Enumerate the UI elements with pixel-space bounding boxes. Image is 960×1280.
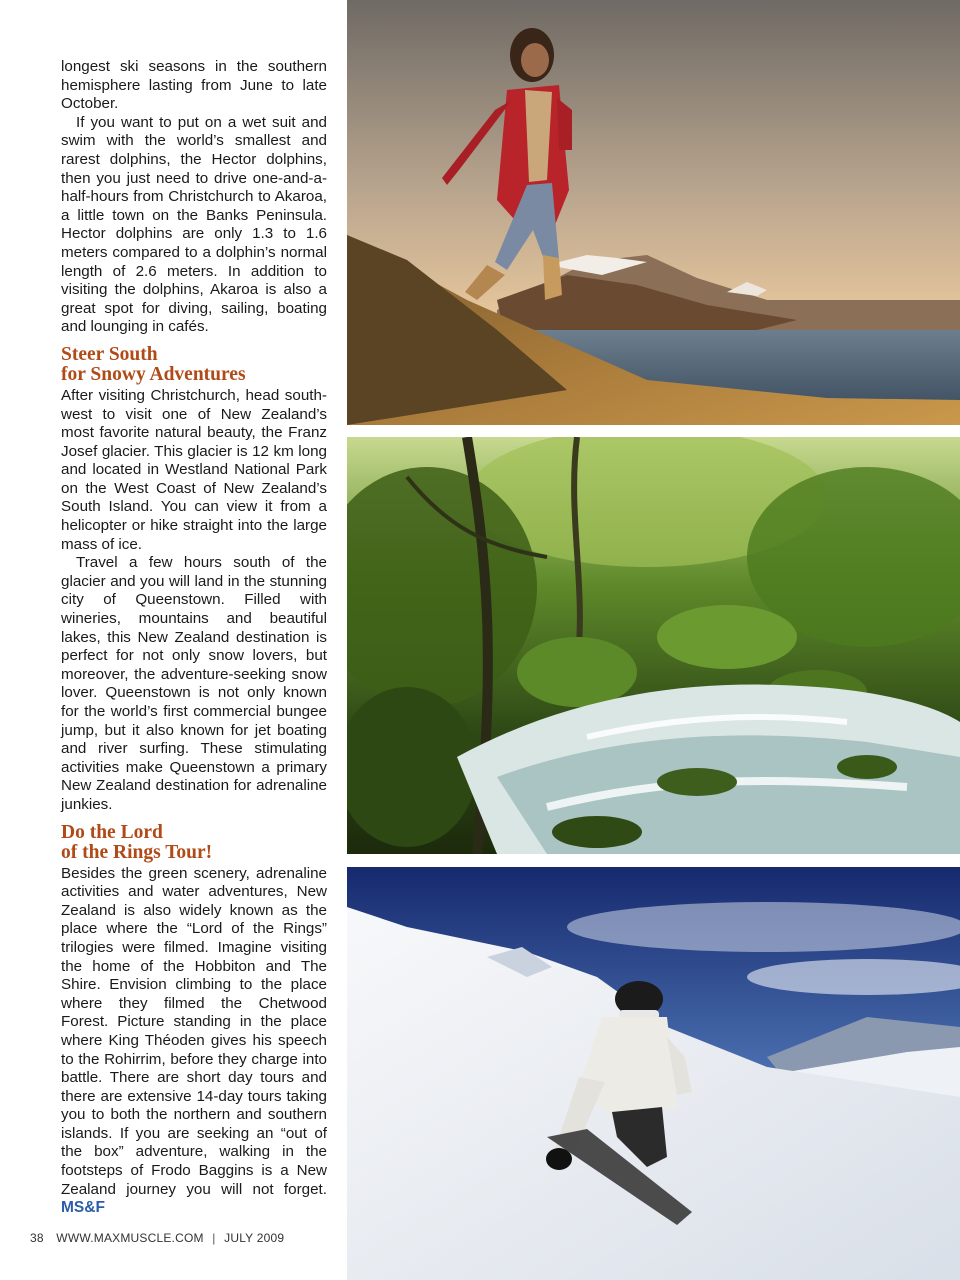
paragraph-lotr-text: Besides the green scenery, adrenaline activities and water adventures, New Zealand is also widely known as the place where the “Lord of the Rings” trilogies were filmed. Imagine visiting the home of the Hobbiton and The Shire. Envision climbing to the place where they filmed the Chetwood Forest. Picture standing in the place where King Théoden gives his speech to the Rohirrim, before they charge into battle. There are short day tours and there are extensive 14-day tours taking you to both the northern and southern islands. If you are seeking an “out of the box” adventure, walking in the footsteps of Frodo Baggins is a New Zealand journey you will not forget.	[61, 864, 327, 1198]
article-column	[61, 58, 327, 1218]
heading-line: Do the Lord	[61, 821, 163, 843]
page-footer	[30, 1231, 284, 1245]
end-mark: MS&F	[61, 1199, 105, 1217]
paragraph-intro: longest ski seasons in the southern hemisphere lasting from June to late October.	[61, 58, 327, 113]
heading-line: for Snowy Adventures	[61, 364, 246, 386]
photo-rainforest-stream	[347, 437, 960, 854]
section-heading-lotr	[61, 823, 327, 864]
photo-snowboarder	[347, 867, 960, 1280]
section-heading-snowy	[61, 345, 327, 386]
heading-line: of the Rings Tour!	[61, 842, 213, 864]
heading-line: Steer South	[61, 343, 158, 365]
footer-separator: |	[212, 1231, 216, 1245]
website-url: WWW.MAXMUSCLE.COM	[56, 1231, 204, 1245]
paragraph-queenstown: Travel a few hours south of the glacier and you will land in the stunning city of Queenstown. Filled with wineries, mountains and beautiful lakes, this New Zealand destination is perfect for not only snow lovers, but moreover, the adventure-seeking snow lover. Queenstown is not only known for the world’s first commercial bungee jump, but it also known for jet boating and river surfing. These stimulating activities make Queenstown a primary New Zealand destination for adrenaline junkies.	[61, 554, 327, 813]
photo-mountain-lake-woman	[347, 0, 960, 425]
paragraph-dolphins: If you want to put on a wet suit and swim with the world’s smallest and rarest dolphins, the Hector dolphins, then you just need to drive one-and-a-half-hours from Christchurch to Akaroa, a little town on the Banks Peninsula. Hector dolphins are only 1.3 to 1.6 meters compared to a dolphin’s normal length of 2.6 meters. In addition to visiting the dolphins, Akaroa is also a great spot for diving, sailing, boating and lounging in cafés.	[61, 113, 327, 336]
paragraph-glacier: After visiting Christchurch, head south-west to visit one of New Zealand’s most favorite natural beauty, the Franz Josef glacier. This glacier is 12 km long and located in Westland National Park on the West Coast of New Zealand’s South Island. You can view it from a helicopter or hike straight into the large mass of ice.	[61, 386, 327, 553]
paragraph-lotr	[61, 865, 327, 1218]
issue-date: JULY 2009	[224, 1231, 285, 1245]
page-number: 38	[30, 1231, 44, 1245]
